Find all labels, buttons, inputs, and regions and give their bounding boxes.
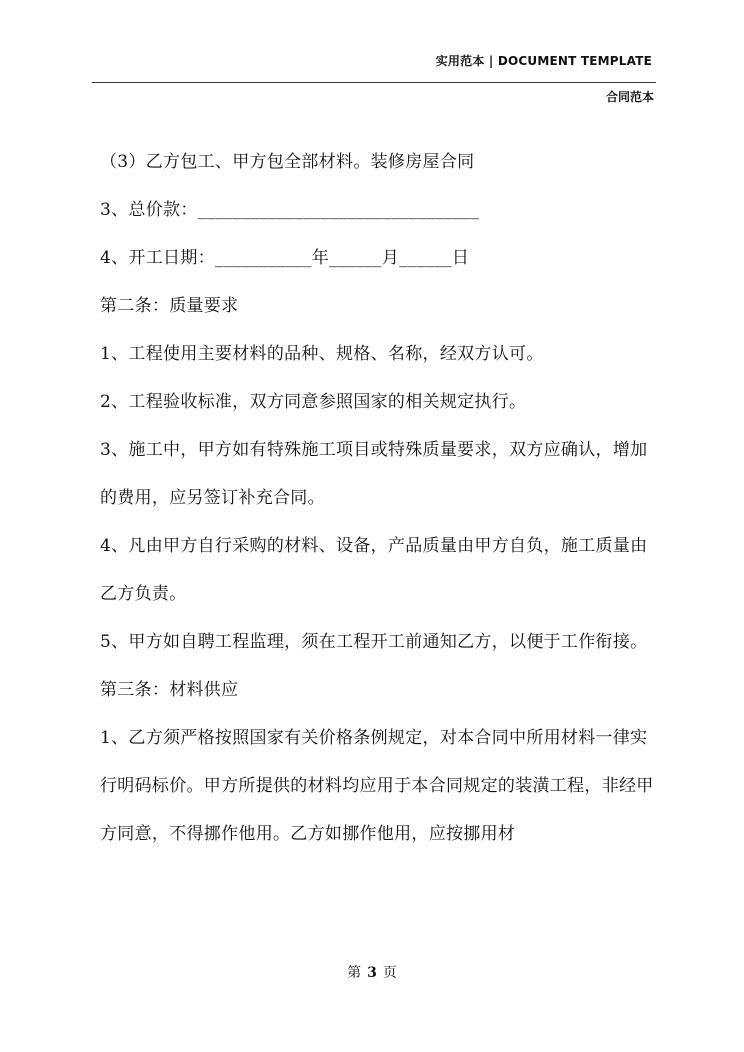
page-label-prefix: 第 [347,965,362,981]
paragraph: （3）乙方包工、甲方包全部材料。装修房屋合同 [100,152,475,172]
header-divider [92,82,656,83]
paragraph: 5、甲方如自聘工程监理，须在工程开工前通知乙方，以便于工作衔接。 [100,632,648,652]
paragraph: 3、施工中，甲方如有特殊施工项目或特殊质量要求，双方应确认，增加的费用，应另签订补充合同。 [100,440,648,508]
paragraph: 4、开工日期：___________年______月______日 [100,248,470,268]
header-subtitle: 合同范本 [605,90,654,104]
page-number: 3 [367,965,377,981]
paragraph: 3、总价款：________________________________ [100,200,480,220]
paragraph: 2、工程验收标准，双方同意参照国家的相关规定执行。 [100,392,527,412]
paragraph: 4、凡由甲方自行采购的材料、设备，产品质量由甲方自负，施工质量由乙方负责。 [100,536,648,604]
page-label-suffix: 页 [382,965,397,981]
section-heading: 第二条：质量要求 [100,296,239,316]
page-footer [0,962,744,982]
paragraph: 1、工程使用主要材料的品种、规格、名称，经双方认可。 [100,344,544,364]
section-heading: 第三条：材料供应 [100,680,239,700]
paragraph: 1、乙方须严格按照国家有关价格条例规定，对本合同中所用材料一律实行明码标价。甲方所提供的材料均应用于本合同规定的装潢工程，非经甲方同意，不得挪作他用。乙方如挪作他用，应按挪用材 [100,728,654,844]
header-title: 实用范本 | DOCUMENT TEMPLATE [435,54,652,68]
document-body [100,138,656,858]
